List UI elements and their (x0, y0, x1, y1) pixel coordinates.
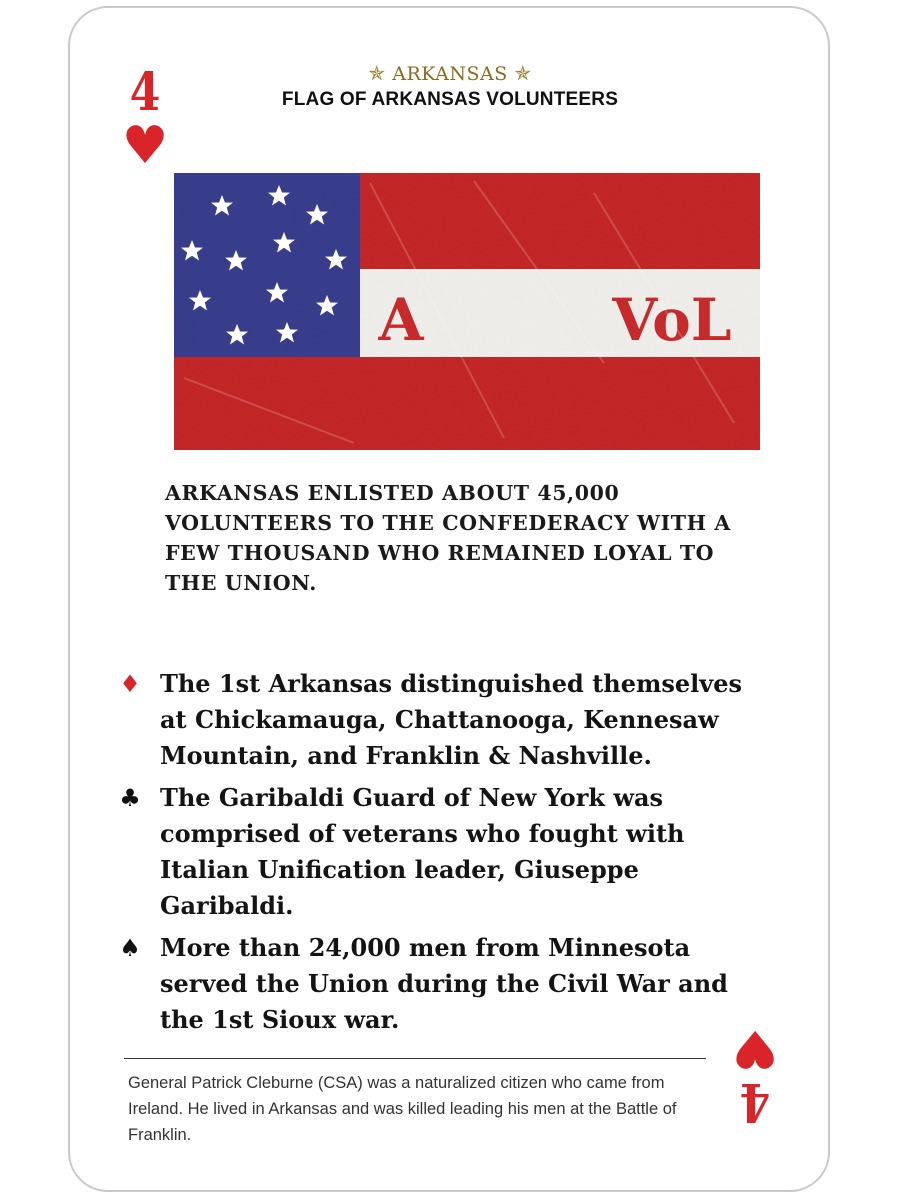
footnote-text: General Patrick Cleburne (CSA) was a naturalized citizen who came from Ireland. He lived in Arkansas and was killed leading his men at the Battle of Franklin. (128, 1074, 677, 1144)
heart-suit-icon: ♥ (121, 116, 169, 176)
list-item (112, 666, 772, 774)
spade-suit-icon: ♠ (119, 933, 141, 962)
heart-suit-icon: ♥ (731, 1018, 779, 1078)
card-header (200, 60, 700, 113)
footnote-divider (124, 1058, 706, 1059)
flag-title: FLAG OF ARKANSAS VOLUNTEERS (281, 89, 619, 110)
state-name-line (200, 60, 700, 87)
rank-label-top: 4 (129, 62, 161, 123)
star-icon: ✯ (514, 61, 532, 85)
star-icon: ✯ (368, 61, 386, 85)
list-item (112, 930, 772, 1038)
diamond-suit-icon: ♦ (119, 669, 141, 698)
fact-text: The Garibaldi Guard of New York was comprised of veterans who fought with Italian Unification leader, Giuseppe Garibaldi. (160, 783, 685, 920)
state-name: ARKANSAS (392, 63, 508, 85)
fact-text: The 1st Arkansas distinguished themselves at Chickamauga, Chattanooga, Kennesaw Mountain, and Franklin & Nashville. (160, 669, 743, 770)
rank-label-bottom: 4 (739, 1071, 771, 1132)
intro-paragraph: ARKANSAS ENLISTED ABOUT 45,000 VOLUNTEERS TO THE CONFEDERACY WITH A FEW THOUSAND WHO REMAINED LOYAL TO THE UNION. (165, 481, 731, 595)
flag-letter-a: A (378, 286, 424, 354)
fact-list (112, 666, 772, 1044)
list-item (112, 780, 772, 924)
corner-index-top (120, 62, 170, 176)
arkansas-volunteers-flag (174, 173, 760, 450)
flag-bottom-red-stripe (174, 357, 760, 450)
club-suit-icon: ♣ (119, 783, 141, 812)
fact-text: More than 24,000 men from Minnesota served the Union during the Civil War and the 1st Sioux war. (160, 933, 728, 1034)
flag-text-vol: VoL (612, 286, 732, 354)
